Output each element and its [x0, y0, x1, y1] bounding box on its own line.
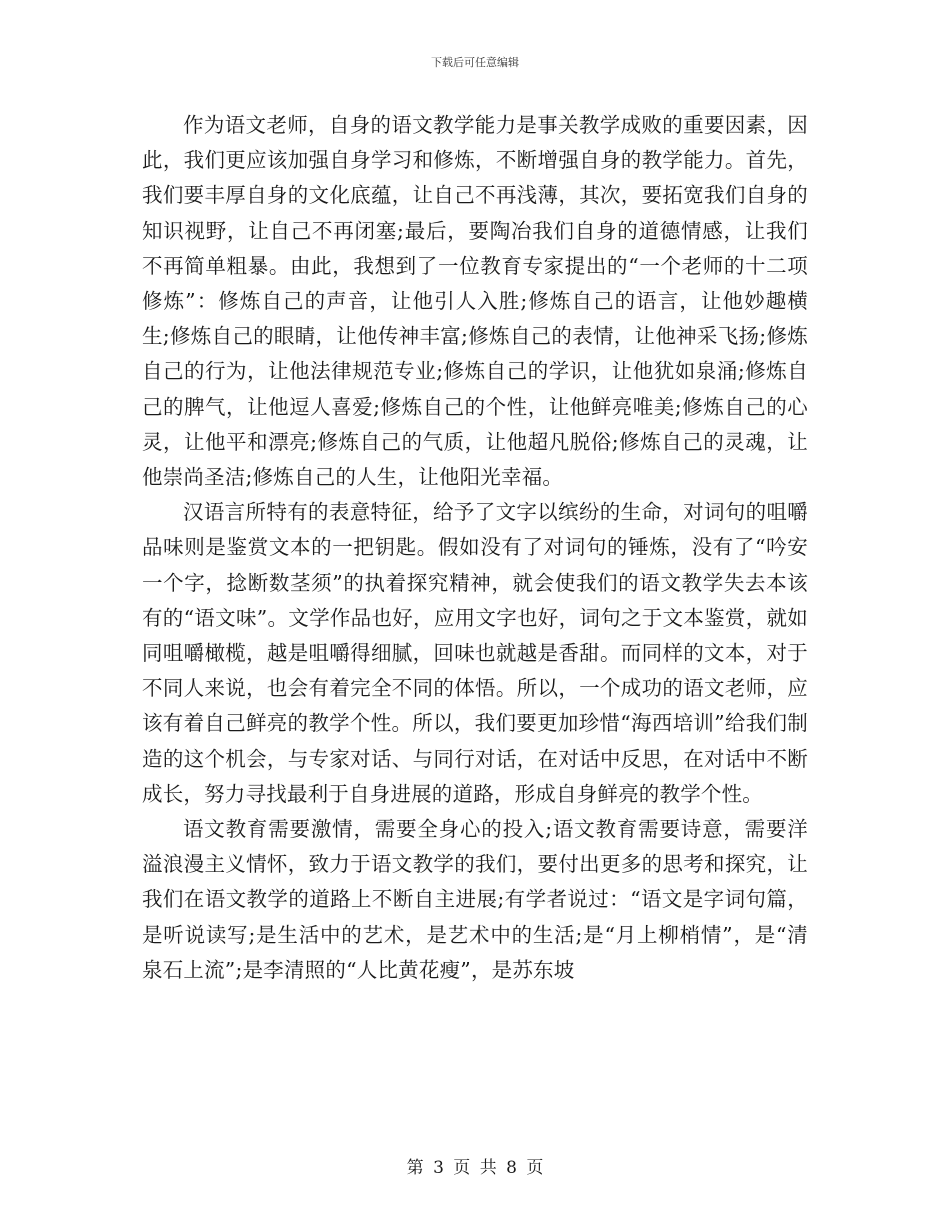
page-number: 第 3 页 共 8 页	[406, 1158, 544, 1178]
paragraph-passion-poetry: 语文教育需要激情，需要全身心的投入;语文教育需要诗意，需要洋溢浪漫主义情怀，致力于语文教学的我们，要付出更多的思考和探究，让我们在语文教学的道路上不断自主进展;有学者说过：“语文是字词句篇，是听说读写;是生活中的艺术，是艺术中的生活;是“月上柳梢情”，是“清泉石上流”;是李清照的“人比黄花瘦”，是苏东坡	[142, 817, 808, 982]
document-body	[142, 108, 808, 988]
page-header-note: 下载后可任意编辑	[431, 56, 519, 69]
paragraph-teacher-cultivation: 作为语文老师，自身的语文教学能力是事关教学成败的重要因素，因此，我们更应该加强自身学习和修炼，不断增强自身的教学能力。首先，我们要丰厚自身的文化底蕴，让自己不再浅薄，其次，要拓宽我们自身的知识视野，让自己不再闭塞;最后，要陶冶我们自身的道德情感，让我们不再简单粗暴。由此，我想到了一位教育专家提出的“一个老师的十二项修炼”：修炼自己的声音，让他引人入胜;修炼自己的语言，让他妙趣横生;修炼自己的眼睛，让他传神丰富;修炼自己的表情，让他神采飞扬;修炼自己的行为，让他法律规范专业;修炼自己的学识，让他犹如泉涌;修炼自己的脾气，让他逗人喜爱;修炼自己的个性，让他鲜亮唯美;修炼自己的心灵，让他平和漂亮;修炼自己的气质，让他超凡脱俗;修炼自己的灵魂，让他崇尚圣洁;修炼自己的人生，让他阳光幸福。	[142, 113, 808, 490]
paragraph-word-appreciation: 汉语言所特有的表意特征，给予了文字以缤纷的生命，对词句的咀嚼品味则是鉴赏文本的一把钥匙。假如没有了对词句的锤炼，没有了“吟安一个字，捻断数茎须”的执着探究精神，就会使我们的语文教学失去本该有的“语文味”。文学作品也好，应用文字也好，词句之于文本鉴赏，就如同咀嚼橄榄，越是咀嚼得细腻，回味也就越是香甜。而同样的文本，对于不同人来说，也会有着完全不同的体悟。所以，一个成功的语文老师，应该有着自己鲜亮的教学个性。所以，我们要更加珍惜“海西培训”给我们制造的这个机会，与专家对话、与同行对话，在对话中反思，在对话中不断成长，努力寻找最利于自身进展的道路，形成自身鲜亮的教学个性。	[142, 500, 808, 806]
